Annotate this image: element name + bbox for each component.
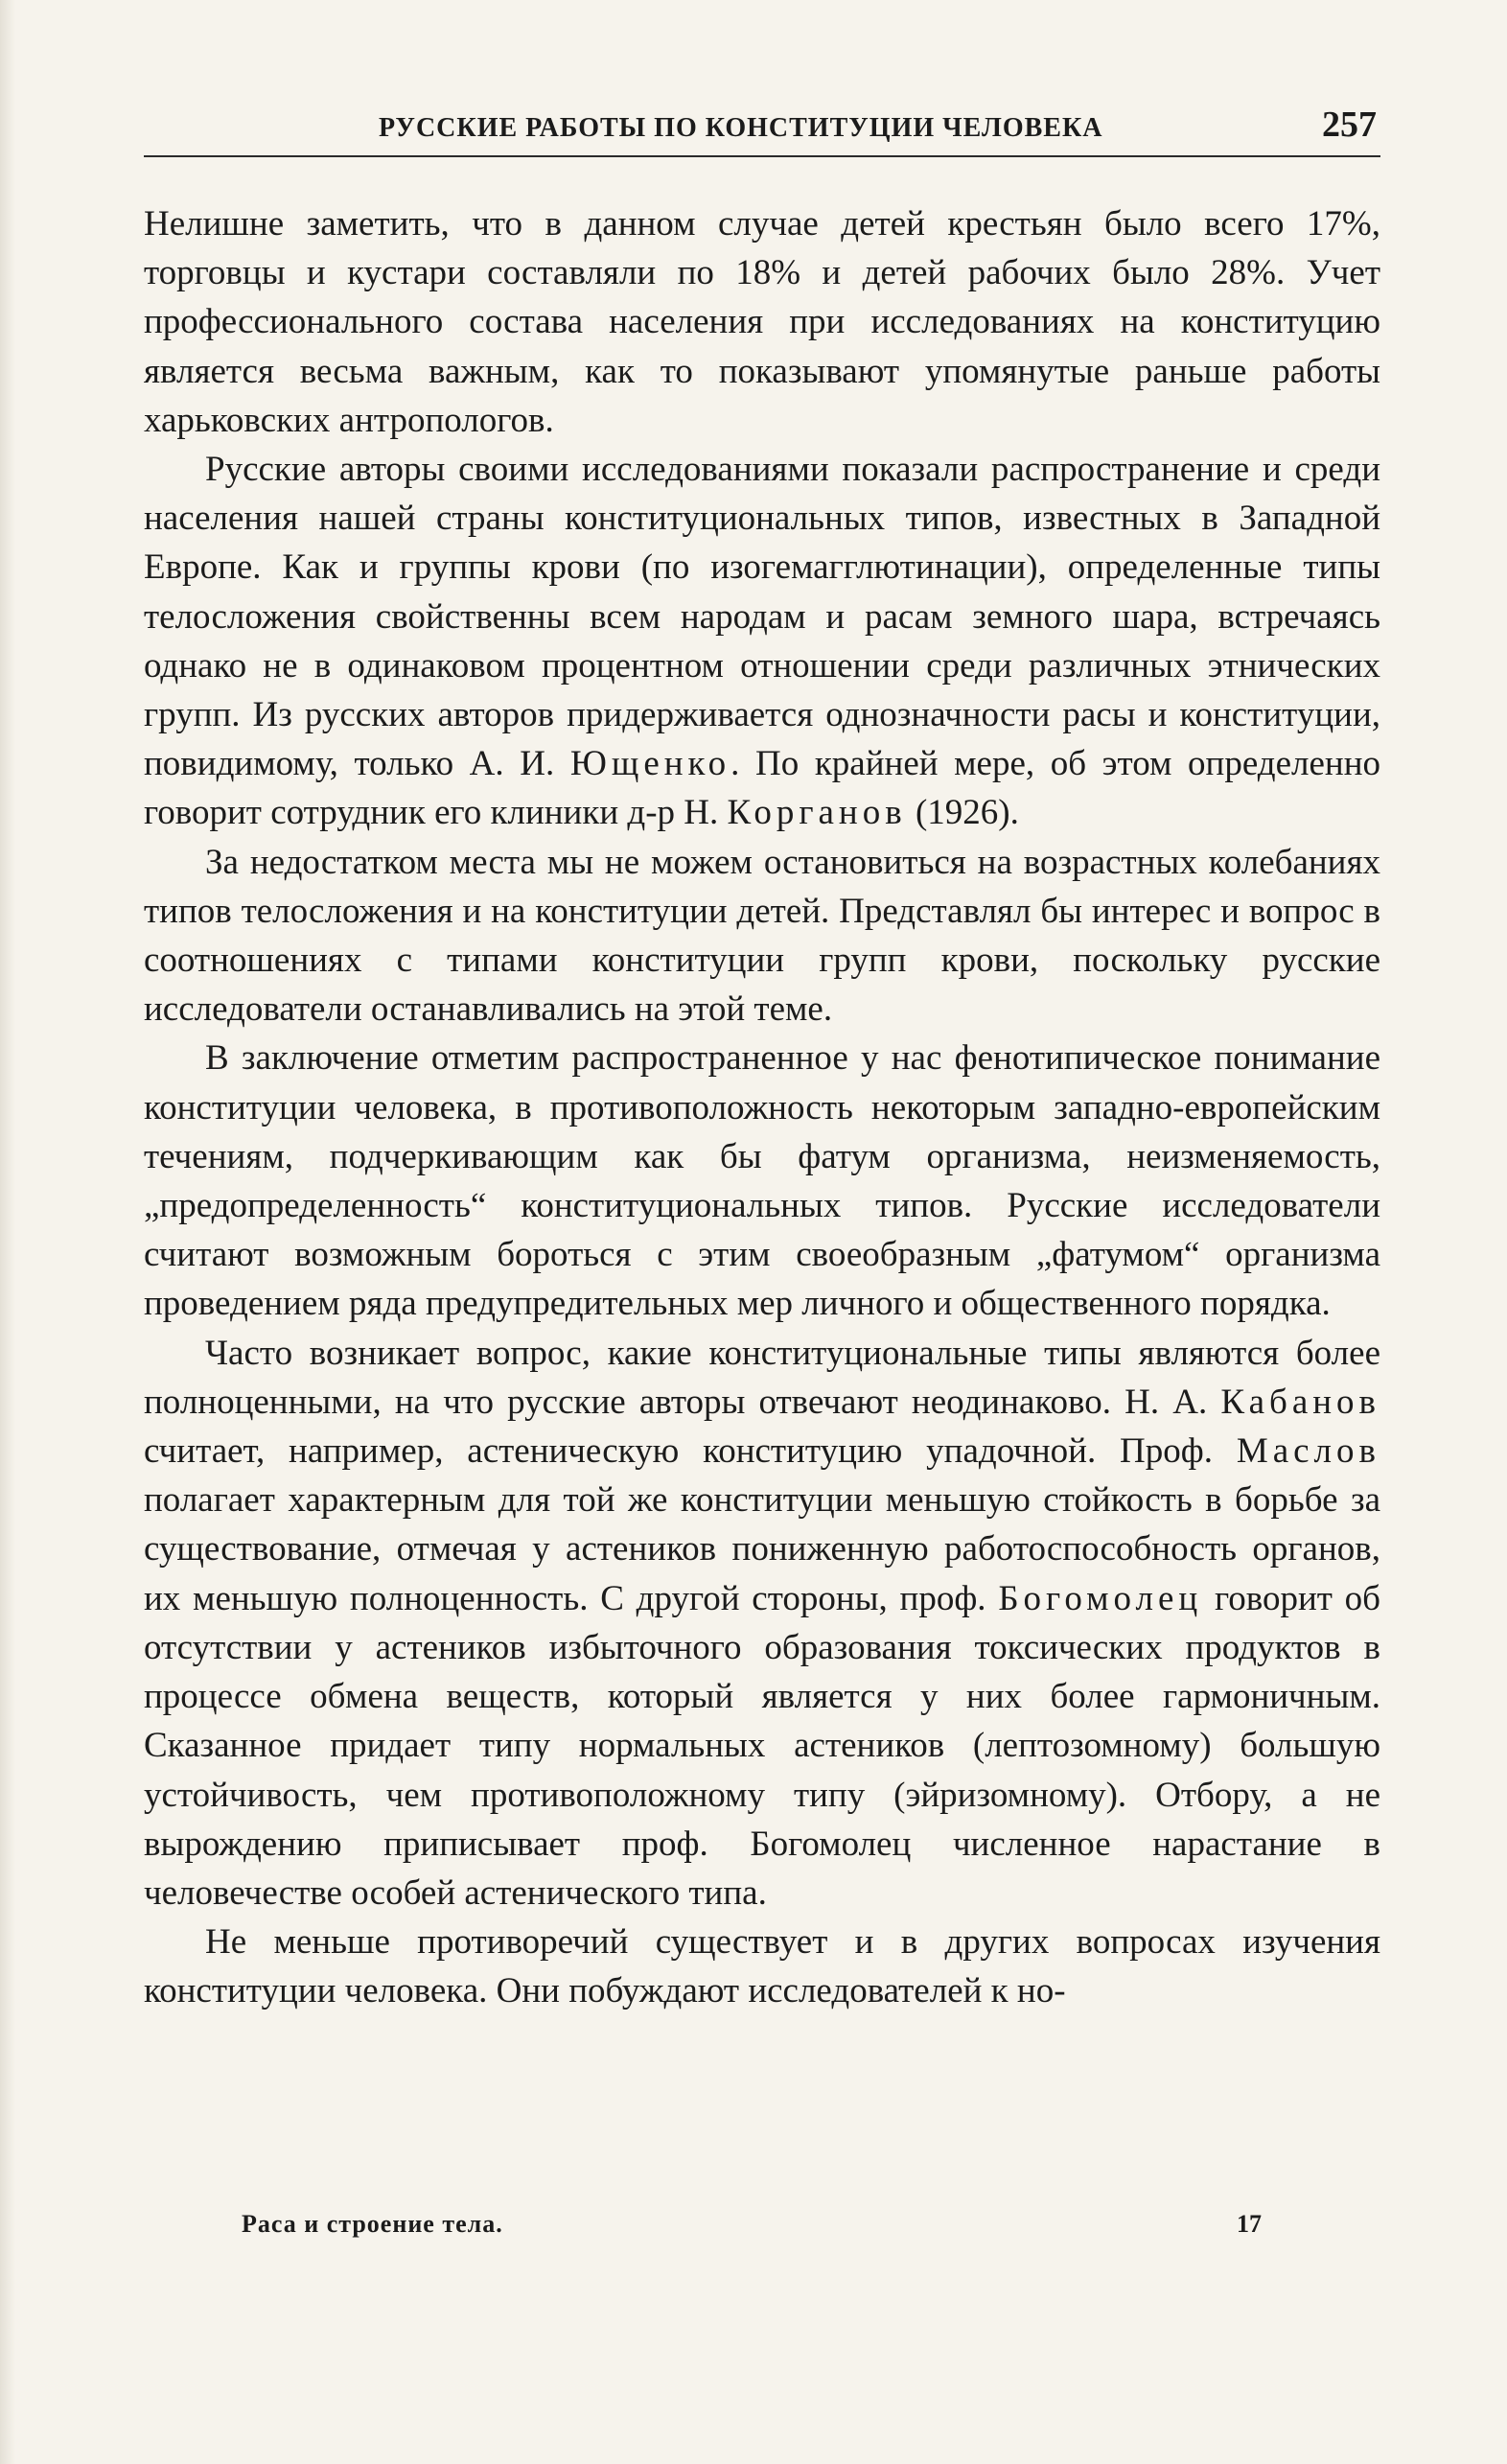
paragraph-6-text: Не меньше противоречий существует и в других вопросах изучения конституции человека. Они побуждают исследователей к но- [144,1922,1380,2011]
paragraph-4-text: В заключение отметим распространенное у нас фенотипическое понимание конституции человека, в противоположность некоторым западно-европейским течениям, подчеркивающим как бы фатум организма, неизменяемость, „предопределенность“ конституциональных типов. Русские исследователи считают возможным бороться с этим своеобразным „фатумом“ организма проведением ряда предупредительных мер личного и общественного порядка. [144,1038,1380,1324]
paragraph-1 [144,199,1380,445]
page-number: 257 [1322,105,1377,145]
paragraph-2-part-2: . По крайней мере, об этом определенно говорит сотрудник его клиники д-р Н. [144,744,1380,833]
paragraph-6 [144,1918,1380,2015]
paragraph-5 [144,1329,1380,1918]
paragraph-5-part-1: Часто возникает вопрос, какие конституциональные типы являются более полноценными, на что русские авторы отвечают неодинаково. Н. А. [144,1333,1380,1422]
sheet-number: 17 [1237,2210,1262,2238]
paragraph-5-part-2: считает, например, астеническую конституцию упадочной. Проф. [144,1431,1213,1472]
page-edge-shadow [0,0,15,2464]
page-footer [144,2210,1380,2248]
paragraph-2-part-1: Русские авторы своими исследованиями показали распространение и среди населения нашей страны конституциональных типов, известных в Западной Европе. Как и группы крови (по изогемагглютинации), определенные типы телосложения свойственны всем народам и расам земного шара, встречаясь однако не в одинаковом процентном отношении среди различных этнических групп. Из русских авторов придерживается однозначности расы и конституции, повидимому, только А. И. [144,450,1380,784]
paragraph-1-text: Нелишне заметить, что в данном случае детей крестьян было всего 17%, торговцы и кустари составляли по 18% и детей рабочих было 28%. Учет профессионального состава населения при исследованиях на конституцию является весьма важным, как то показывают упомянутые раньше работы харьковских антропологов. [144,204,1380,440]
paragraph-2 [144,445,1380,838]
paragraph-5-part-3: полагает характерным для той же конституции меньшую стойкость в борьбе за существование, отмечая у астеников пониженную работоспособность органов, их меньшую полноценность. С другой стороны, проф. [144,1480,1380,1618]
body-text [144,199,1380,2016]
running-title: РУССКИЕ РАБОТЫ ПО КОНСТИТУЦИИ ЧЕЛОВЕКА [379,113,1103,143]
paragraph-5-part-4: говорит об отсутствии у астеников избыточного образования токсических продуктов в процессе обмена веществ, который является у них более гармоничным. Сказанное придает типу нормальных астеников (лептозомному) большую устойчивость, чем противоположному типу (эйризомному). Отбору, а не вырождению приписывает проф. Богомолец численное нарастание в человечестве особей астенического типа. [144,1578,1380,1913]
paragraph-3-text: За недостатком места мы не можем остановиться на возрастных колебаниях типов телосложения и на конституции детей. Представлял бы интерес и вопрос в соотношениях с типами конституции групп крови, поскольку русские исследователи останавливались на этой теме. [144,842,1380,1030]
running-header [144,107,1380,157]
spaced-name-korganov: Корганов [727,793,907,833]
spaced-name-maslov: Маслов [1236,1431,1380,1472]
paragraph-2-part-3: (1926). [906,793,1019,833]
paragraph-4 [144,1034,1380,1328]
signature-line: Раса и строение тела. [242,2210,503,2238]
spaced-name-yushchenko: Ющенко [569,744,731,784]
spaced-name-bogomolets: Богомолец [998,1578,1203,1618]
spaced-name-kabanov: Кабанов [1220,1382,1381,1422]
paragraph-3 [144,838,1380,1034]
